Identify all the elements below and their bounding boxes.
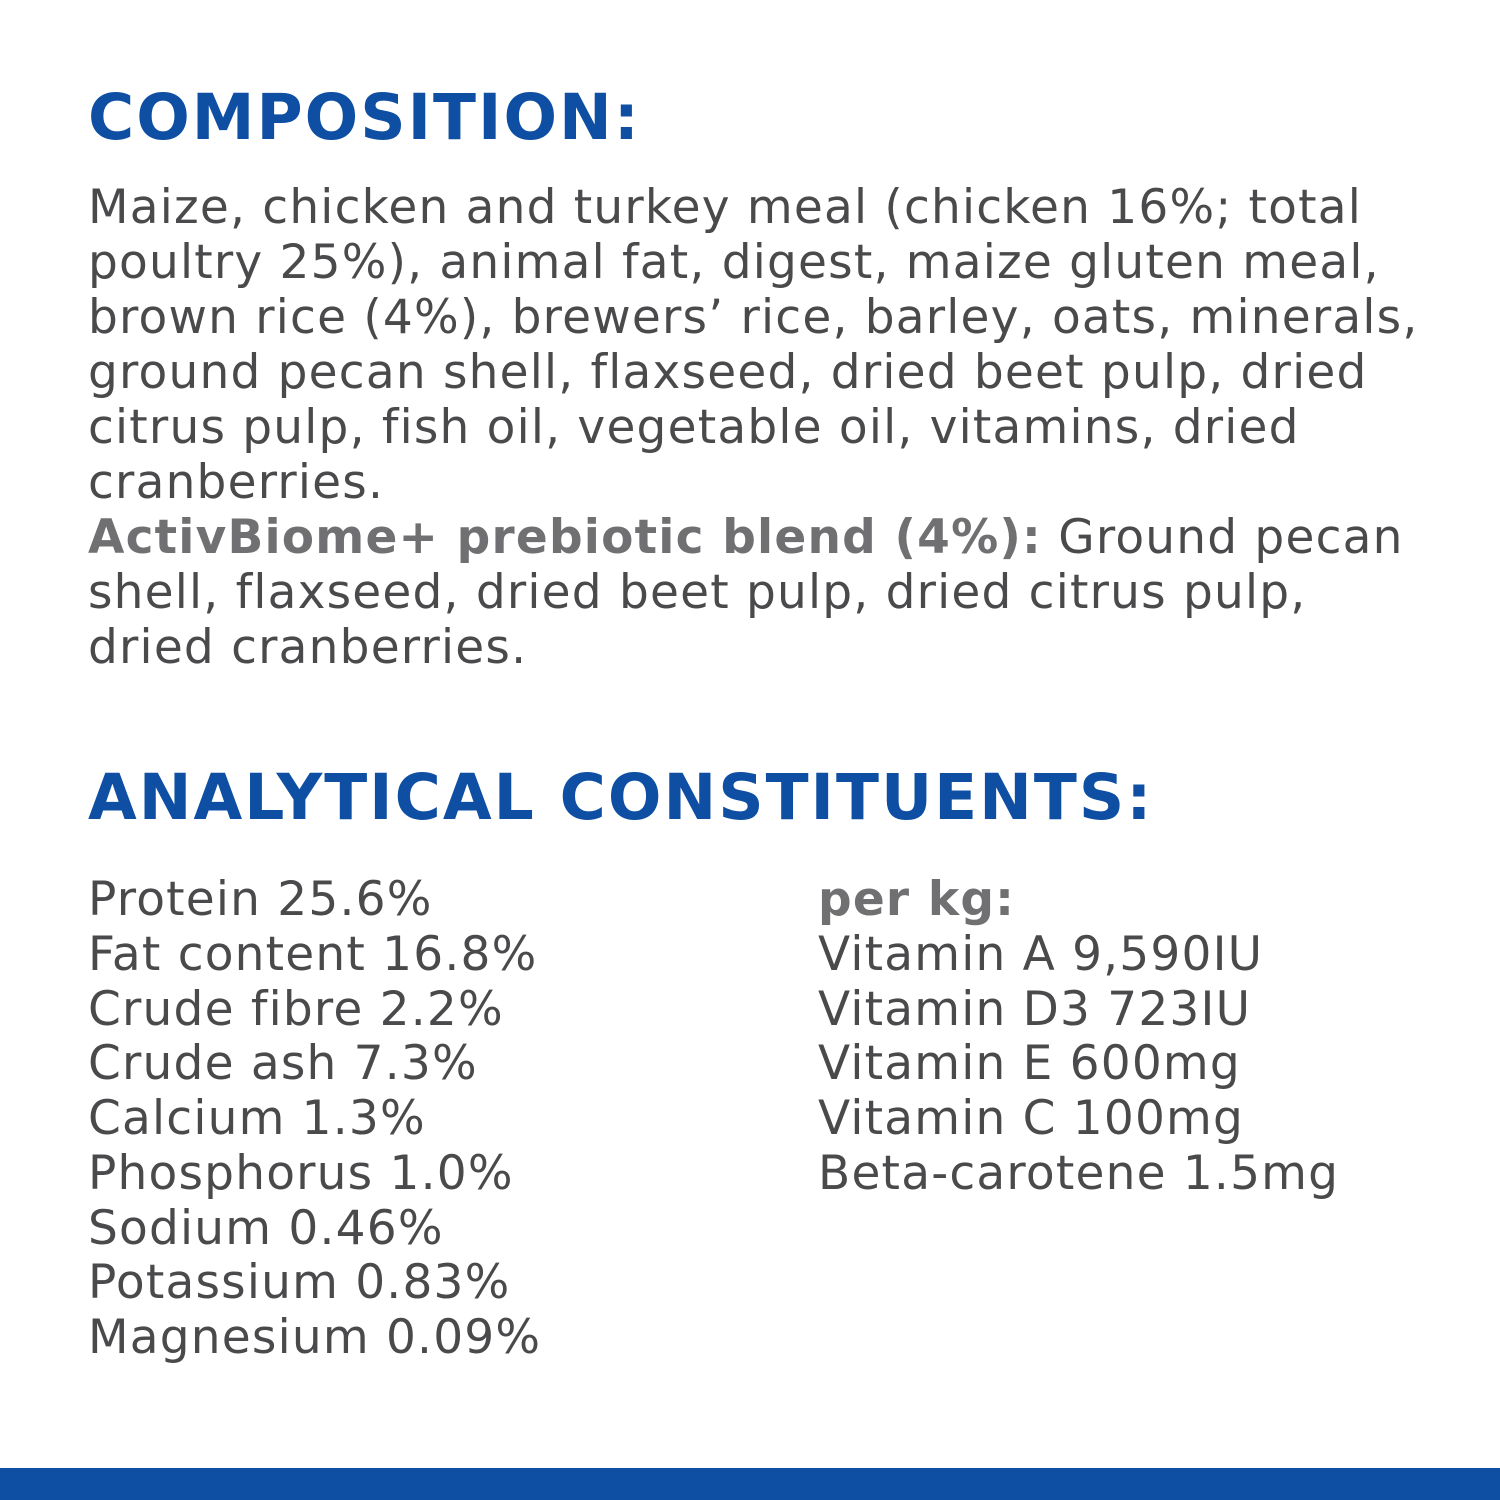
vitamin-item: Vitamin E 600mg [818, 1036, 1241, 1092]
nutrient-item: Phosphorus 1.0% [88, 1145, 514, 1201]
nutrient-item: Sodium 0.46% [88, 1200, 444, 1256]
vitamins-list [818, 873, 1339, 1202]
nutrient-item: Potassium 0.83% [88, 1255, 511, 1311]
composition-text [88, 180, 1428, 675]
vitamin-item: Vitamin D3 723IU [818, 981, 1252, 1037]
nutrient-item: Calcium 1.3% [88, 1091, 426, 1146]
analytical-constituents-heading: ANALYTICAL CONSTITUENTS: [88, 761, 1154, 834]
per-kg-label: per kg: [818, 872, 1016, 927]
nutrient-item: Crude fibre 2.2% [88, 981, 504, 1037]
composition-heading: COMPOSITION: [88, 81, 641, 154]
nutrient-item: Crude ash 7.3% [88, 1036, 478, 1092]
ingredients-text: Maize, chicken and turkey meal (chicken 16%; total poultry 25%), animal fat, digest, maize gluten meal, brown rice (4%), brewers’ rice, barley, oats, minerals, ground pecan shell, flaxseed, dried beet pulp, dried citrus pulp, fish oil, vegetable oil, vitamins, dried cranberries. [88, 180, 1419, 510]
vitamin-item: Vitamin C 100mg [818, 1091, 1245, 1146]
vitamin-item: Beta-carotene 1.5mg [818, 1145, 1340, 1201]
nutrient-item: Protein 25.6% [88, 872, 433, 927]
footer-bar [0, 1468, 1500, 1500]
nutrients-list [88, 873, 541, 1366]
prebiotic-blend-text: Ground pecan shell, flaxseed, dried beet pulp, dried citrus pulp, dried cranberries. [88, 510, 1404, 675]
nutrient-item: Magnesium 0.09% [88, 1310, 542, 1365]
nutrient-item: Fat content 16.8% [88, 926, 538, 982]
vitamin-item: Vitamin A 9,590IU [818, 926, 1264, 982]
prebiotic-blend-label: ActivBiome+ prebiotic blend (4%): [88, 510, 1043, 565]
